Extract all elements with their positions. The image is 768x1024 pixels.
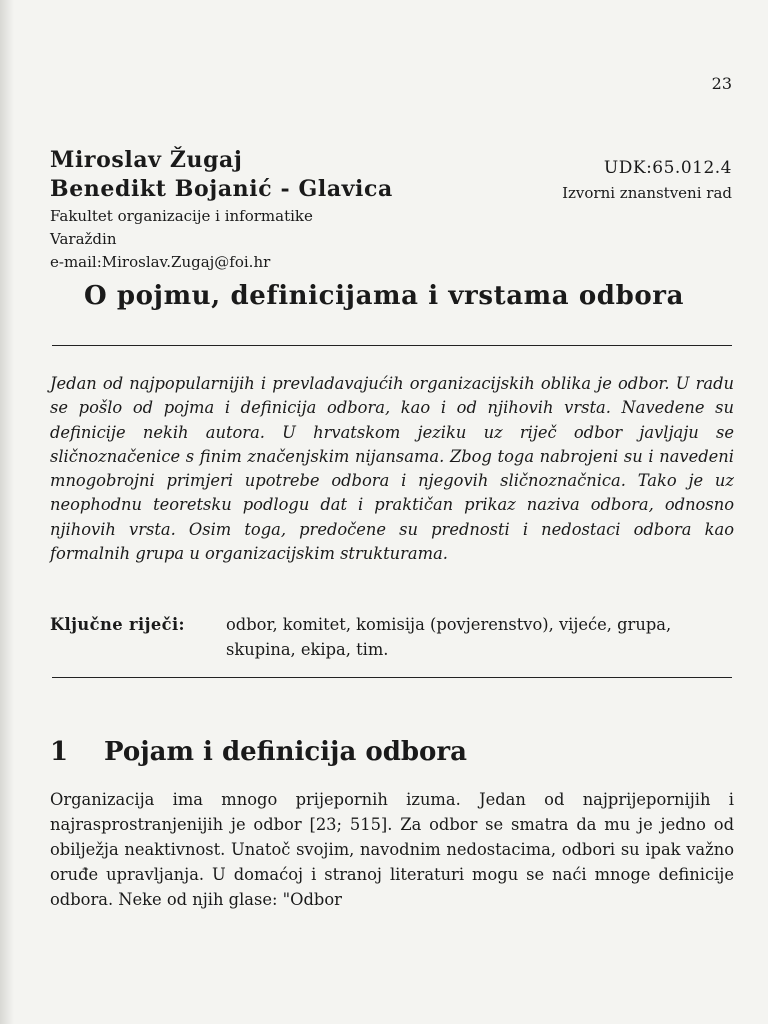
section-number: 1: [50, 737, 69, 767]
abstract: Jedan od najpopularnijih i prevladavajućih organizacijskih oblika je odbor. U radu se pošlo od pojma i definicija odbora, kao i od njihovih vrsta. Navedene su definicije nekih autora. U hrvatskom jeziku uz riječ odbor javljaju se sličnoznačenice s finim značenjskim nijansama. Zbog toga nabrojeni su i navedeni mnogobrojni primjeri upotrebe odbora i njegovih sličnoznačnica. Tako je uz neophodnu teoretsku podlogu dat i praktičan prikaz naziva odbora, odnosno njihovih vrsta. Osim toga, predočene su prednosti i nedostaci odbora kao formalnih grupa u organizacijskim strukturama.: [50, 374, 734, 564]
affiliation-city: Varaždin: [50, 230, 117, 248]
udk-code: UDK:65.012.4: [603, 158, 732, 178]
author-name: Benedikt Bojanić - Glavica: [50, 176, 393, 202]
author-name: Miroslav Žugaj: [50, 147, 243, 173]
keywords-text: odbor, komitet, komisija (povjerenstvo), vijeće, grupa, skupina, ekipa, tim.: [226, 615, 672, 659]
keywords-label: Ključne riječi:: [50, 615, 185, 634]
divider-bottom: [52, 677, 732, 678]
page-edge-shadow: [0, 0, 14, 1024]
affiliation-institution: Fakultet organizacije i informatike: [50, 207, 313, 225]
divider-top: [52, 345, 732, 346]
section-heading: [50, 737, 467, 767]
author-email: e-mail:Miroslav.Zugaj@foi.hr: [50, 253, 271, 271]
paper-meta: [562, 156, 732, 206]
author-block: [50, 146, 393, 273]
paper-type: Izvorni znanstveni rad: [562, 184, 732, 202]
paper-title: O pojmu, definicijama i vrstama odbora: [83, 281, 685, 311]
page-number: 23: [711, 74, 732, 93]
section-title: Pojam i definicija odbora: [104, 737, 467, 767]
body-paragraph: Organizacija ima mnogo prijepornih izuma. Jedan od najprijepornijih i najrasprostranjenijih je odbor [23; 515]. Za odbor se smatra da mu je jedno od obilježja neaktivnost. Unatoč svojim, navodnim nedostacima, odbori su ipak važno oruđe upravljanja. U domaćoj i stranoj literaturi mogu se naći mnoge definicije odbora. Neke od njih glase: "Odbor: [50, 790, 734, 909]
